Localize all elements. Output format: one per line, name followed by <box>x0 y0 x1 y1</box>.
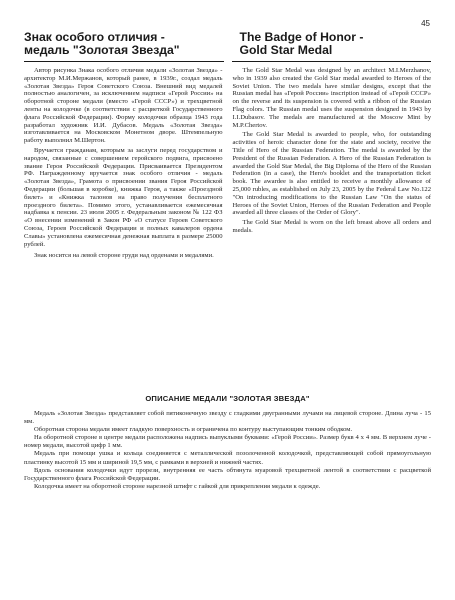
description-paragraph: Вдоль основания колодочки идут прорези, внутренняя ее часть обтянута муаровой трехцветной лентой в соответствии с расцветкой Государственного флага Российской Федерации. <box>24 466 431 482</box>
description-paragraph: Колодочка имеет на оборотной стороне нарезной штифт с гайкой для прикрепления медали к одежде. <box>34 482 321 490</box>
ru-paragraph-wearing: Знак носится на левой стороне груди над орденами и медалями. <box>34 252 214 260</box>
description-paragraph: Оборотная сторона медали имеет гладкую поверхность и ограничена по контуру выступающим тонким ободком. <box>34 426 353 434</box>
en-paragraph-award: The Gold Star Medal is awarded to people, who, for outstanding activities of heroic character done for the state and society, receive the Title of Hero of the Russian Federation. The medal is awarded by the President of the Russian Federation. A Hero of the Russian Federation is awarded the Gold Star Medal, the Big Diploma of the Hero of the Russian Federation (in a case), the Hero's booklet and the transportation ticket book. The awardee is also entitled to receive a monthly allowance of 25,000 rubles, as established on July 23, 2005 by the Federal Law No.122 "On introducing modifications to the Russian Law "On the status of Heroes of the Soviet Union, Heroes of the Russian Federation and People awarded all three classes of the Order of Glory". <box>232 131 431 217</box>
english-column <box>233 67 432 377</box>
description-paragraph: На оборотной стороне в центре медали расположена надпись выпуклыми буквами: «Герой России». Размер букв 4 х 4 мм. В верхнем луче - номер медали, высотой цифр 1 мм. <box>24 434 431 450</box>
russian-column <box>24 67 223 377</box>
page-header <box>24 31 431 62</box>
page-number: 45 <box>421 19 430 28</box>
ru-paragraph-award: Вручается гражданам, которым за заслуги перед государством и народом, связанные с совершением геройского подвига, присвоено звание Героя Российской Федерации. Присваивается Президентом РФ. Награжденному вручается знак особого отличия - медаль «Золотая Звезда», Грамота о присвоении звания Героя Российской Федерации (большая в коробке), книжка Героя, а также «Проездной билет» и «Книжка талонов на право получения бесплатного проездного билета». Помимо этого, устанавливается ежемесячная надбавка к пенсии. 23 июля 2005 г. Федеральным законом № 122 ФЗ «О внесении изменений в Закон РФ «О статусе Героев Советского Союза, Героев Российской Федерации и полных кавалеров ордена Славы» установлена ежемесячная денежная выплата в размере 25000 рублей. <box>24 146 223 248</box>
english-title: The Badge of Honor - Gold Star Medal <box>232 31 432 62</box>
en-paragraph-wearing: The Gold Star Medal is worn on the left breast above all orders and medals. <box>232 219 431 234</box>
medal-description <box>24 410 431 585</box>
en-paragraph-author: The Gold Star Medal was designed by an architect M.I.Merzhanov, who in 1939 also created the Gold Star medal awarded to Heroes of the Soviet Union. The two medals have similar designs, except that the Russian medal has «Герой России» inscription instead of «Герой СССР» on the reverse and its suspension is covered with a ribbon of the Russian Flag colors. The Russian medal uses the suspension designed in 1943 by I.I.Dubasov. The medals are manufactured at the Moscow Mint by M.P.Chertov. <box>232 67 431 129</box>
russian-title: Знак особого отличия - медаль "Золотая Звезда" <box>24 31 224 62</box>
description-paragraph: Медаль «Золотая Звезда» представляет собой пятиконечную звезду с гладкими двугранными лучами на лицевой стороне. Длина луча - 15 мм. <box>24 410 431 426</box>
ru-paragraph-author: Автор рисунка Знака особого отличия медали «Золотая Звезда» - архитектор М.И.Мержанов, который ранее, в 1939г., создал медаль «Золотая Звезда» Героя Советского Союза. Внешний вид медалей полностью аналогичен, за исключением надписи «Герой России» на оборотной стороне медали (вместо «Герой СССР») и трехцветной ленты на колодочке (в соответствии с расцветкой Государственного флага Российской Федерации). Форму колодочки образца 1943 года разработал художник И.И. Дубасов. Медаль «Золотая Звезда» изготавливается на Московском Монетном дворе. Штемпельную работу выполнил М.Шертон. <box>24 67 223 145</box>
description-title: ОПИСАНИЕ МЕДАЛИ "ЗОЛОТАЯ ЗВЕЗДА" <box>145 394 310 403</box>
bilingual-columns <box>24 67 431 377</box>
description-paragraph: Медаль при помощи ушка и кольца соединяется с металлической позолоченной колодочкой, представляющей собой прямоугольную пластинку высотой 15 мм и шириной 19,5 мм, с рамками в верхней и нижней частях. <box>24 450 431 466</box>
